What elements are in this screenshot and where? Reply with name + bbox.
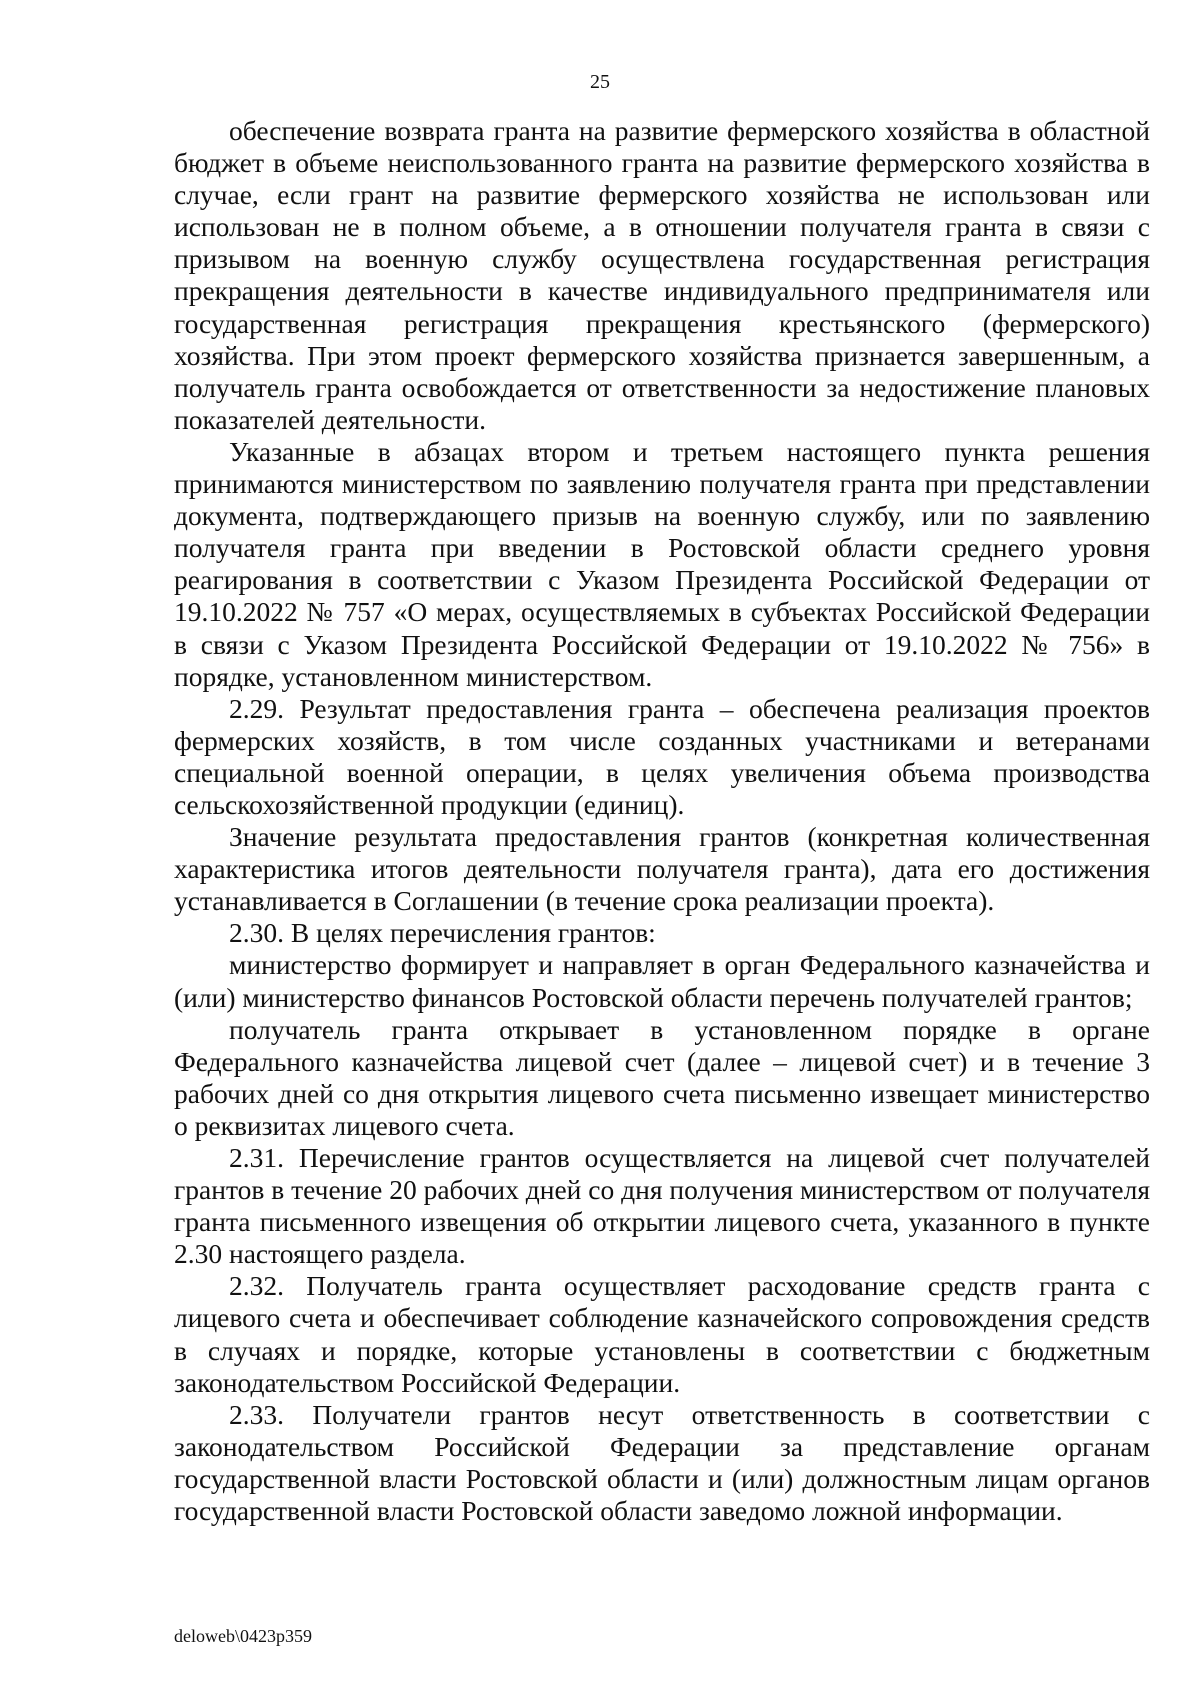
paragraph-personal-account: получатель гранта открывает в установленном порядке в органе Федерального казначейства лицевой счет (далее – лицевой счет) и в течение 3 рабочих дней со дня открытия лицевого счета письменно извещает министерство о реквизитах лицевого счета. [174,1013,1150,1141]
document-footer-code: deloweb\0423p359 [174,1626,312,1646]
paragraph-2-32: 2.32. Получатель гранта осуществляет расходование средств гранта с лицевого счета и обеспечивает соблюдение казначейского сопровождения средств в случаях и порядке, которые установлены в соответствии с бюджетным законодательством Российской Федерации. [174,1270,1150,1398]
paragraph-result-value: Значение результата предоставления грантов (конкретная количественная характеристика итогов деятельности получателя гранта), дата его достижения устанавливается в Соглашении (в течение срока реализации проекта). [174,821,1150,917]
paragraph-grant-return: обеспечение возврата гранта на развитие фермерского хозяйства в областной бюджет в объеме неиспользованного гранта на развитие фермерского хозяйства в случае, если грант на развитие фермерского хозяйства не использован или использован не в полном объеме, а в отношении получателя гранта в связи с призывом на военную службу осуществлена государственная регистрация прекращения деятельности в качестве индивидуального предпринимателя или государственная регистрация прекращения крестьянского (фермерского) хозяйства. При этом проект фермерского хозяйства признается завершенным, а получатель гранта освобождается от ответственности за недостижение плановых показателей деятельности. [174,115,1150,435]
document-body [174,115,1150,1527]
paragraph-decisions: Указанные в абзацах втором и третьем настоящего пункта решения принимаются министерством по заявлению получателя гранта при представлении документа, подтверждающего призыв на военную службу, или по заявлению получателя гранта при введении в Ростовской области среднего уровня реагирования в соответствии с Указом Президента Российской Федерации от 19.10.2022 № 757 «О мерах, осуществляемых в субъектах Российской Федерации в связи с Указом Президента Российской Федерации от 19.10.2022 № 756» в порядке, установленном министерством. [174,435,1150,692]
paragraph-2-33: 2.33. Получатели грантов несут ответственность в соответствии с законодательством Российской Федерации за представление органам государственной власти Ростовской области и (или) должностным лицам органов государственной власти Ростовской области заведомо ложной информации. [174,1398,1150,1527]
paragraph-2-31: 2.31. Перечисление грантов осуществляется на лицевой счет получателей грантов в течение 20 рабочих дней со дня получения министерством от получателя гранта письменного извещения об открытии лицевого счета, указанного в пункте 2.30 настоящего раздела. [174,1142,1150,1270]
paragraph-2-29: 2.29. Результат предоставления гранта – обеспечена реализация проектов фермерских хозяйств, в том числе созданных участниками и ветеранами специальной военной операции, в целях увеличения объема производства сельскохозяйственной продукции (единиц). [174,692,1150,820]
page-number: 25 [590,71,610,93]
paragraph-ministry-list: министерство формирует и направляет в орган Федерального казначейства и (или) министерство финансов Ростовской области перечень получателей грантов; [174,949,1150,1013]
paragraph-2-30: 2.30. В целях перечисления грантов: [229,917,656,949]
